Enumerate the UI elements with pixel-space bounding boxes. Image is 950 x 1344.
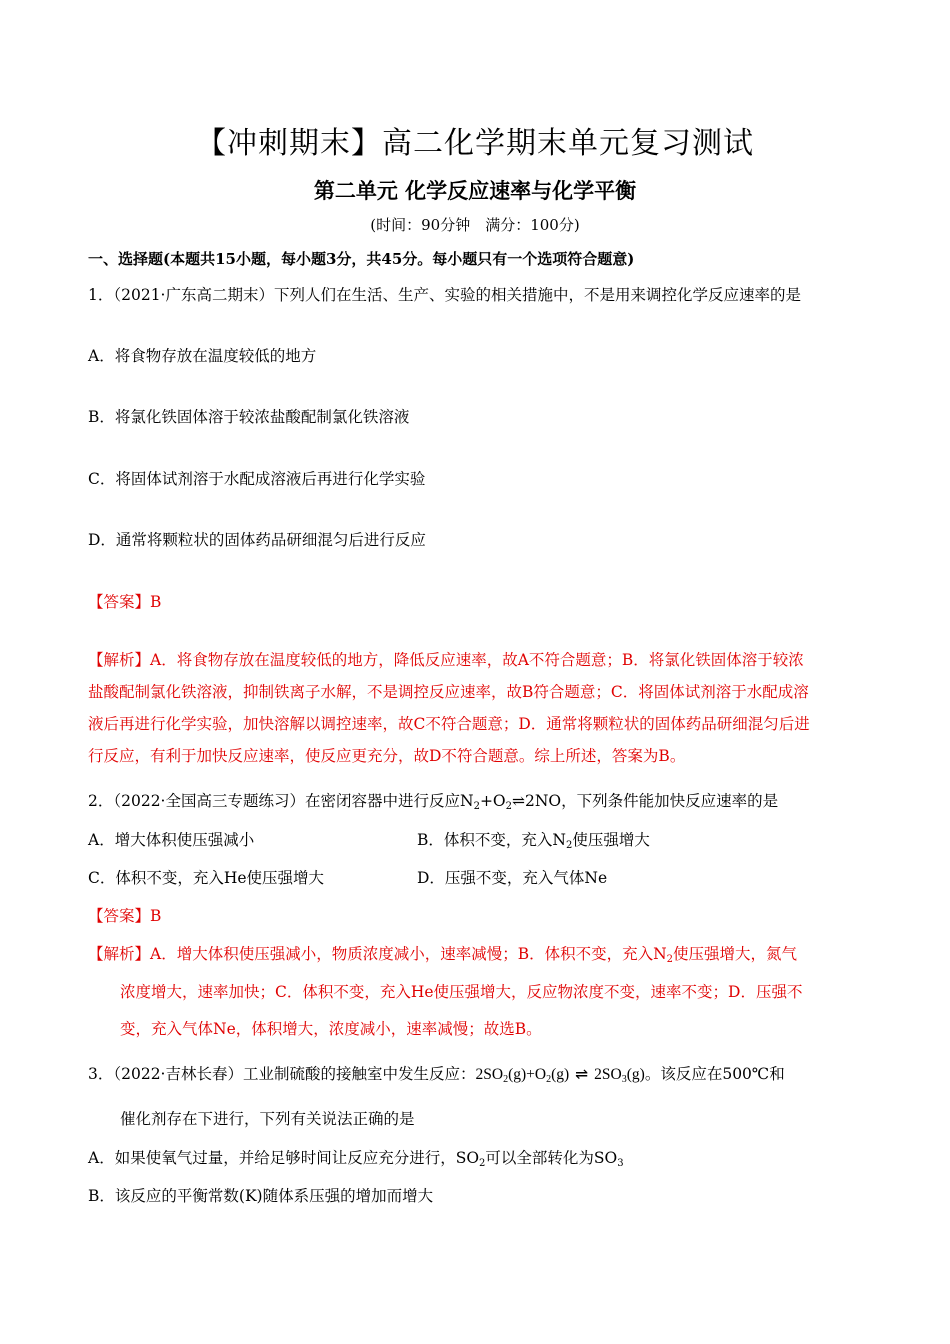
subscript: 2 bbox=[473, 801, 480, 812]
subscript: 2 bbox=[565, 840, 573, 851]
subscript: 3 bbox=[621, 1074, 627, 1085]
equilibrium-arrow-icon: ⇌ bbox=[575, 1066, 589, 1083]
question-2-explanation-line-3: 变，充入气体Ne，体积增大，浓度减小，速率减慢；故选B。 bbox=[120, 1020, 542, 1038]
question-1-option-d: D．通常将颗粒状的固体药品研细混匀后进行反应 bbox=[88, 531, 426, 549]
question-2-option-b bbox=[417, 828, 650, 851]
option-text: 使压强增大 bbox=[572, 831, 650, 849]
question-1-explanation bbox=[88, 644, 868, 772]
unit-subtitle: 第二单元 化学反应速率与化学平衡 bbox=[313, 178, 637, 203]
time-info: (时间：90分钟 满分：100分) bbox=[370, 216, 580, 234]
eq-part: 2SO bbox=[594, 1066, 622, 1083]
option-text: 可以全部转化为SO bbox=[485, 1149, 618, 1167]
question-2-explanation-line-2: 浓度增大，速率加快；C．体积不变，充入He使压强增大，反应物浓度不变，速率不变；D．压强不 bbox=[120, 983, 803, 1001]
question-2-option-c: C．体积不变，充入He使压强增大 bbox=[88, 869, 325, 887]
option-text: A．如果使氧气过量，并给足够时间让反应充分进行，SO bbox=[88, 1149, 480, 1167]
option-text: B．体积不变，充入N bbox=[417, 831, 566, 849]
subscript: 2 bbox=[479, 1158, 486, 1169]
question-1-stem: 1．（2021·广东高二期末）下列人们在生活、生产、实验的相关措施中，不是用来调控化学反应速率的是 bbox=[88, 286, 801, 304]
question-2-answer: 【答案】B bbox=[88, 907, 162, 925]
stem-text: 。该反应在500℃和 bbox=[644, 1065, 785, 1083]
question-3-option-b: B．该反应的平衡常数(K)随体系压强的增加而增大 bbox=[88, 1187, 434, 1205]
reaction-equation bbox=[476, 1066, 645, 1083]
subscript: 2 bbox=[546, 1074, 552, 1085]
question-1-option-a: A．将食物存放在温度较低的地方 bbox=[88, 347, 317, 365]
stem-text: +O bbox=[479, 792, 506, 810]
document-title: 【冲刺期末】高二化学期末单元复习测试 bbox=[196, 126, 754, 161]
explanation-text: 【解析】A．增大体积使压强减小，物质浓度减小，速率减慢；B．体积不变，充入N bbox=[88, 945, 667, 963]
question-2-option-a: A．增大体积使压强减小 bbox=[88, 831, 255, 849]
stem-text: 2．（2022·全国高三专题练习）在密闭容器中进行反应N bbox=[88, 792, 474, 810]
eq-part: (g) bbox=[551, 1066, 570, 1083]
explanation-line: 【解析】A．将食物存放在温度较低的地方，降低反应速率，故A不符合题意；B．将氯化铁固体溶于较浓 bbox=[88, 651, 804, 669]
eq-part: (g)+O bbox=[508, 1066, 547, 1083]
explanation-line: 液后再进行化学实验，加快溶解以调控速率，故C不符合题意；D．通常将颗粒状的固体药品研细混匀后进 bbox=[88, 715, 810, 733]
question-2-stem bbox=[88, 789, 778, 812]
subscript: 3 bbox=[617, 1158, 624, 1169]
question-1-option-c: C．将固体试剂溶于水配成溶液后再进行化学实验 bbox=[88, 470, 426, 488]
explanation-line: 行反应，有利于加快反应速率，使反应更充分，故D不符合题意。综上所述，答案为B。 bbox=[88, 747, 686, 765]
explanation-line: 盐酸配制氯化铁溶液，抑制铁离子水解，不是调控反应速率，故B符合题意；C．将固体试剂溶于水配成溶 bbox=[88, 683, 809, 701]
eq-part: (g) bbox=[626, 1066, 645, 1083]
explanation-text: 使压强增大，氮气 bbox=[673, 945, 798, 963]
question-1-option-b: B．将氯化铁固体溶于较浓盐酸配制氯化铁溶液 bbox=[88, 408, 410, 426]
subscript: 2 bbox=[505, 801, 513, 812]
question-2-option-d: D．压强不变，充入气体Ne bbox=[417, 869, 608, 887]
section-heading: 一、选择题(本题共15小题，每小题3分，共45分。每小题只有一个选项符合题意) bbox=[88, 250, 635, 268]
stem-text: ⇌2NO，下列条件能加快反应速率的是 bbox=[512, 792, 779, 810]
question-3-option-a bbox=[88, 1146, 624, 1169]
subscript: 2 bbox=[666, 954, 674, 965]
eq-part: 2SO bbox=[475, 1066, 504, 1083]
question-1-answer: 【答案】B bbox=[88, 593, 162, 611]
subscript: 2 bbox=[503, 1074, 509, 1085]
question-2-explanation-line-1 bbox=[88, 942, 797, 965]
stem-text: 3．（2022·吉林长春）工业制硫酸的接触室中发生反应： bbox=[88, 1065, 476, 1083]
question-3-stem-line-1 bbox=[88, 1062, 785, 1085]
question-3-stem-line-2: 催化剂存在下进行，下列有关说法正确的是 bbox=[120, 1110, 415, 1128]
